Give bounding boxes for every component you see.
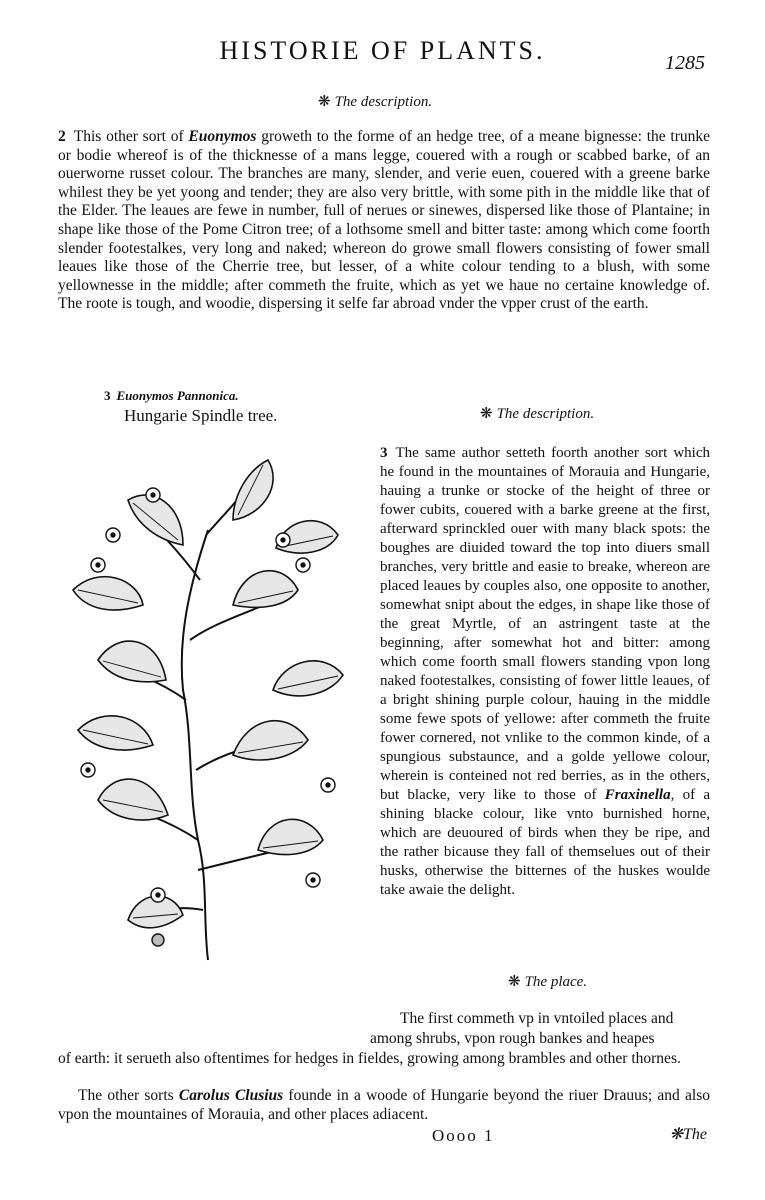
leaf — [273, 661, 343, 696]
figure-latin-name: 3 Euonymos Pannonica. — [104, 388, 239, 403]
leaf — [73, 577, 143, 610]
star-ornament-icon: ❋ — [480, 406, 493, 422]
spindle-tree-woodcut — [58, 440, 358, 965]
leaf — [98, 779, 168, 820]
place-line-2: among shrubs, vpon rough bankes and heapes — [370, 1030, 655, 1047]
catchword: ❋The — [669, 1126, 707, 1143]
star-ornament-icon: ❋ — [669, 1126, 683, 1143]
running-title: HISTORIE OF PLANTS. — [219, 36, 546, 65]
place-paragraph-1-end: of earth: it serueth also oftentimes for hedges in fieldes, growing among brambles and other thornes. — [58, 1050, 681, 1067]
place-heading: ❋ The place. — [508, 974, 588, 990]
main-stem — [182, 530, 208, 960]
leaf — [233, 460, 273, 520]
fruit — [152, 934, 164, 946]
leaf — [233, 721, 308, 760]
description-heading-1: ❋ The description. — [318, 94, 433, 110]
description-heading-2: ❋ The description. — [480, 406, 595, 422]
figure-number: 3 — [104, 388, 111, 403]
description-paragraph-1: 2 This other sort of Euonymos groweth to the forme of an hedge tree, of a meane bignesse: the trunke or bodie whereof is of the thicknesse of a mans legge, couered with a rough or scabbed barke, of an ouerworne russet colour. The branches are many, slender, and verie euen, couered with a greene barke whilest they be yet yoong and tender; they are also very brittle, with some pith in the middle like that of the Elder. The leaues are fewe in number, full of nerues or sinewes, dispersed like those of Plantaine; in shape like those of the Pome Citron tree; of a lothsome smell and bitter taste: among which come foorth slender footestalkes, very long and naked; whereon do growe small flowers consisting of fower small leaues like those of the Cherrie tree, but lesser, of a white colour tending to a blush, with some yellownesse in the middle; after commeth the fruite, which as yet we haue no certaine knowledge of. The roote is tough, and woodie, dispersing it selfe far abroad vnder the vpper crust of the earth. — [58, 128, 711, 313]
description-paragraph-2: 3 The same author setteth foorth another sort which he found in the mountaines of Morauia and Hungarie, hauing a trunke or stocke of the height of three or fower cubits, couered with a barke greene at the first, afterward sprinckled ouer with many black spots: the boughes are diuided toward the top into diuers small branches, very brittle and easie to breake, whereon are placed leaues by couples also, one opposite to another, somewhat snipt about the edges, in shape like those of the great Myrtle, of an astringent taste at the beginning, after somewhat hot and bitter: among which come foorth small flowers standing vpon long naked footestalkes, consisting of fower little leaues, of a bright shining purple colour, hauing in the middle some fewe spots of yellowe: after commeth the fruite fower cornered, not vnlike to the common kinde, of a spungious substaunce, and a golde yellowe colour, wherein is conteined not red berries, as in the others, but blacke, very like to those of Fraxinella, of a shining blacke colour, like vnto burnished horne, which are deuoured of birds when they be ripe, and the rather bicause they fall of themselues out of their husks, otherwise the bitternes of the huskes woulde take awaie the delight. — [380, 445, 711, 898]
place-paragraph-2: The other sorts Carolus Clusius founde in a woode of Hungarie beyond the riuer Drauus; and also vpon the mountaines of Morauia, and other places adiacent. — [58, 1087, 710, 1123]
place-line-1: The first commeth vp in vntoiled places and — [400, 1010, 674, 1027]
plant-name: Euonymos — [188, 128, 257, 145]
leaf — [78, 716, 153, 750]
section-number: 3 — [380, 445, 388, 461]
star-ornament-icon: ❋ — [508, 974, 521, 990]
page-number: 1285 — [665, 52, 705, 74]
author-name: Carolus Clusius — [178, 1087, 284, 1104]
plant-name: Fraxinella — [604, 787, 671, 803]
figure-english-name: Hungarie Spindle tree. — [124, 406, 278, 425]
section-number: 2 — [58, 128, 66, 145]
signature-mark: Oooo 1 — [432, 1126, 495, 1145]
leaf — [258, 819, 323, 854]
star-ornament-icon: ❋ — [318, 94, 331, 110]
